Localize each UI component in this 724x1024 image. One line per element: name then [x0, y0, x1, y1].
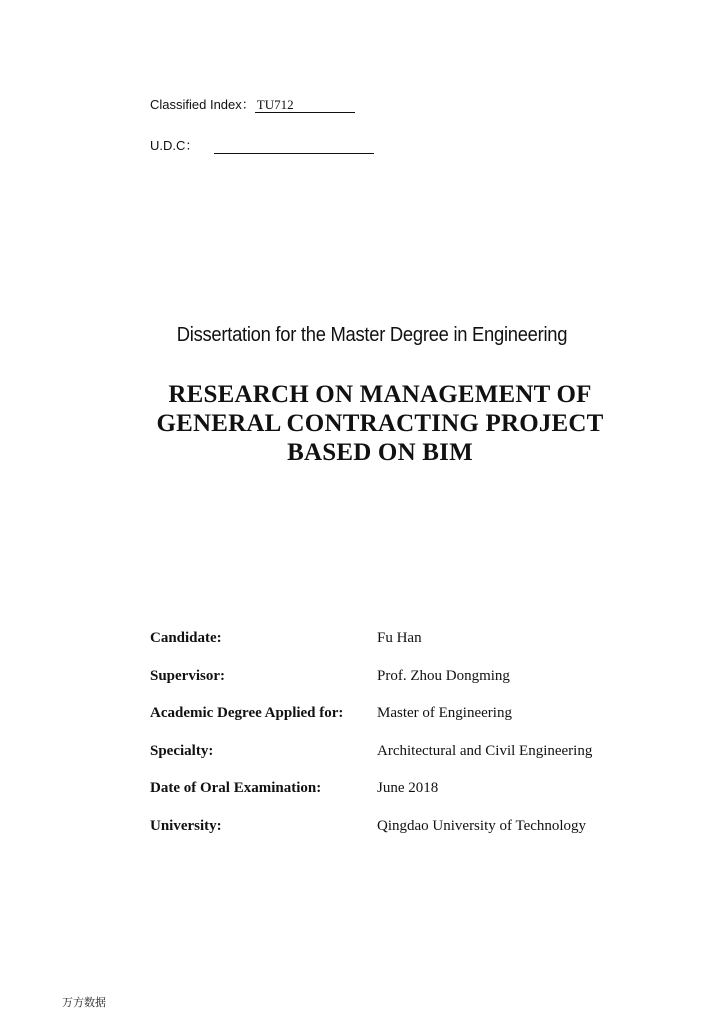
info-value: Qingdao University of Technology [377, 817, 587, 834]
title-line: GENERAL CONTRACTING PROJECT [156, 410, 604, 437]
udc-value-blank [214, 138, 374, 154]
info-label: Date of Oral Examination: [150, 780, 322, 796]
degree-line: Dissertation for the Master Degree in Engineering [176, 324, 568, 346]
info-label: Academic Degree Applied for: [150, 705, 344, 721]
title-line: RESEARCH ON MANAGEMENT OF [168, 381, 592, 408]
info-label: Candidate: [150, 630, 222, 646]
classified-index-label: Classified Index： [150, 97, 255, 112]
udc-label: U.D.C： [150, 138, 199, 153]
classified-index-value: TU712 [255, 97, 355, 113]
info-label: Supervisor: [150, 667, 225, 684]
info-label: Specialty: [150, 742, 214, 759]
dissertation-title [0, 380, 724, 467]
watermark-text: 万方数据 [62, 996, 106, 1009]
info-value: Fu Han [377, 630, 422, 646]
title-line: BASED ON BIM [287, 439, 473, 466]
info-value: Master of Engineering [377, 705, 512, 721]
info-value: Architectural and Civil Engineering [377, 742, 593, 759]
classified-index-row [150, 97, 355, 113]
info-value: Prof. Zhou Dongming [377, 667, 510, 684]
info-label: University: [150, 817, 222, 834]
udc-row [150, 138, 374, 154]
info-value: June 2018 [377, 780, 439, 796]
